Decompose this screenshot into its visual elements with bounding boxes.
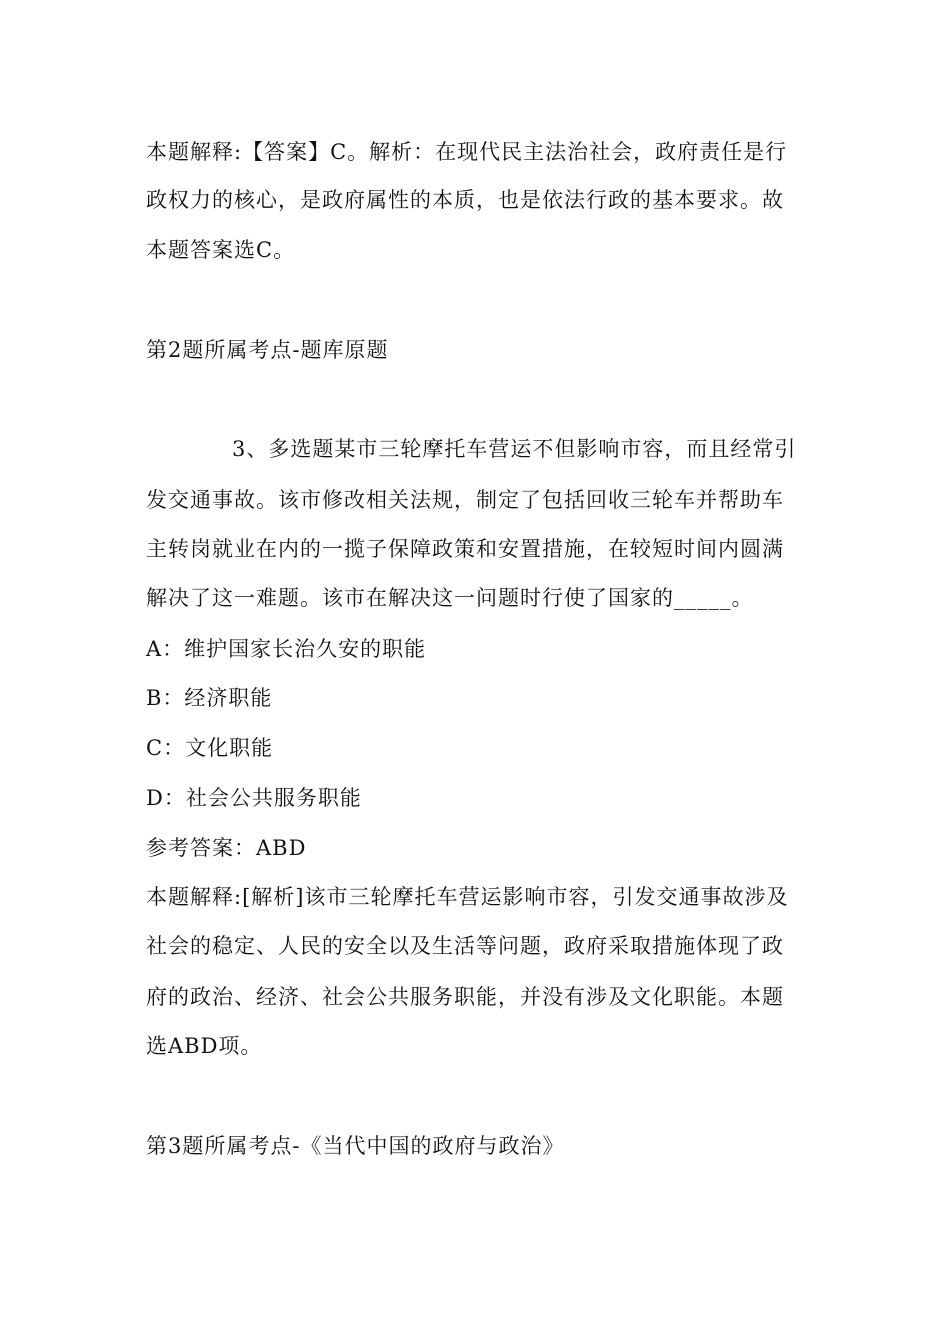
q3-stem-line-2: 发交通事故。该市修改相关法规，制定了包括回收三轮车并帮助车 — [146, 488, 784, 512]
q3-answer: 参考答案：ABD — [146, 836, 307, 860]
q3-explanation-line-3: 府的政治、经济、社会公共服务职能，并没有涉及文化职能。本题 — [146, 985, 784, 1009]
q3-option-a: A：维护国家长治久安的职能 — [146, 637, 427, 661]
q3-stem-line-3: 主转岗就业在内的一揽子保障政策和安置措施，在较短时间内圆满 — [146, 537, 784, 561]
q2-explanation-line-2: 政权力的核心，是政府属性的本质，也是依法行政的基本要求。故 — [146, 188, 784, 212]
q3-explanation-line-1: 本题解释:[解析]该市三轮摩托车营运影响市容，引发交通事故涉及 — [146, 885, 789, 909]
q3-topic: 第3题所属考点-《当代中国的政府与政治》 — [146, 1134, 565, 1158]
q3-explanation-line-4: 选ABD项。 — [146, 1034, 263, 1058]
q3-stem-line-1: 3、多选题某市三轮摩托车营运不但影响市容，而且经常引 — [232, 437, 797, 461]
q3-stem-line-4: 解决了这一难题。该市在解决这一问题时行使了国家的_____。 — [146, 586, 754, 610]
q3-option-d: D：社会公共服务职能 — [146, 786, 362, 810]
q3-option-c: C：文化职能 — [146, 736, 274, 760]
q3-explanation-line-2: 社会的稳定、人民的安全以及生活等问题，政府采取措施体现了政 — [146, 934, 784, 958]
q3-option-b: B：经济职能 — [146, 686, 273, 710]
q2-explanation-line-3: 本题答案选C。 — [146, 238, 296, 262]
q2-topic: 第2题所属考点-题库原题 — [146, 338, 389, 362]
q2-explanation-line-1: 本题解释:【答案】C。解析：在现代民主法治社会，政府责任是行 — [146, 140, 788, 164]
